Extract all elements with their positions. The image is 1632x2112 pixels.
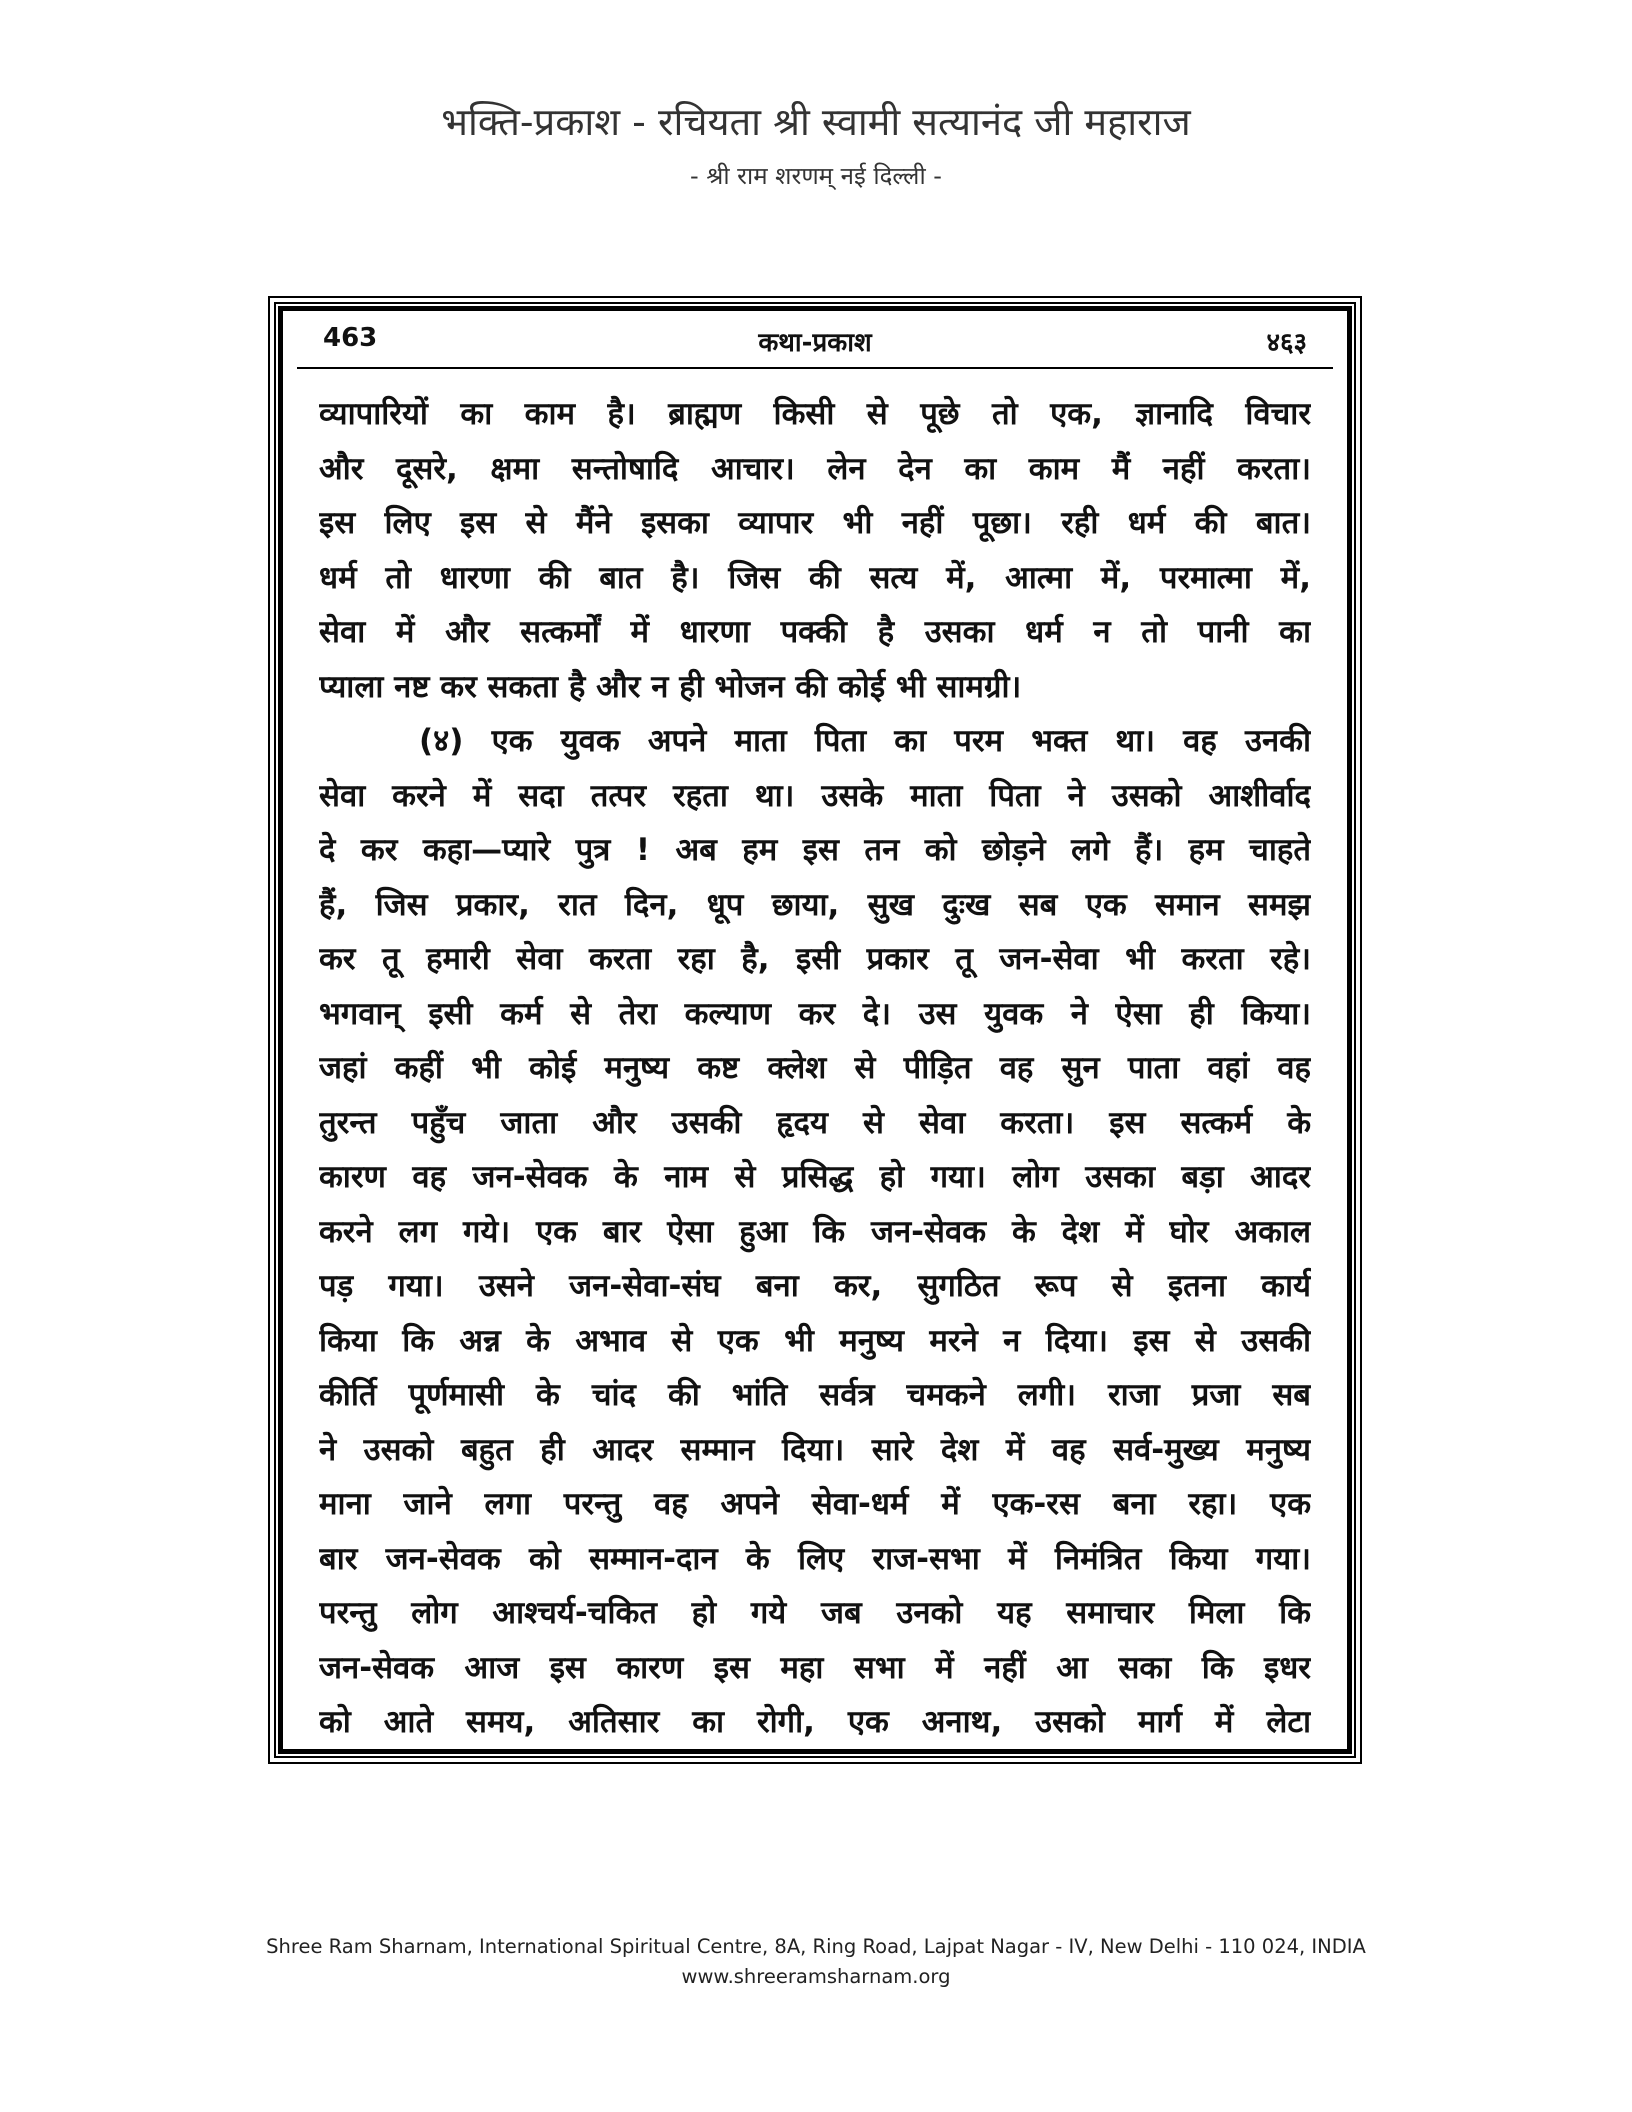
body-text	[319, 387, 1311, 1750]
text-line: परन्तु लोग आश्चर्य-चकित हो गये जब उनको यह समाचार मिला कि	[319, 1595, 1311, 1631]
text-line: सेवा में और सत्कर्मों में धारणा पक्की है उसका धर्म न तो पानी का	[319, 614, 1311, 650]
text-line: व्यापारियों का काम है। ब्राह्मण किसी से पूछे तो एक, ज्ञानादि विचार	[319, 396, 1311, 432]
section-title: कथा-प्रकाश	[758, 328, 872, 358]
text-line: ने उसको बहुत ही आदर सम्मान दिया। सारे देश में वह सर्व-मुख्य मनुष्य	[319, 1431, 1311, 1468]
book-page	[278, 306, 1352, 1754]
text-line: तुरन्त पहुँच जाता और उसकी हृदय से सेवा करता। इस सत्कर्म के	[319, 1104, 1311, 1141]
header-title: भक्ति-प्रकाश - रचियता श्री स्वामी सत्यानंद जी महाराज	[441, 100, 1191, 144]
text-line: किया कि अन्न के अभाव से एक भी मनुष्य मरने न दिया। इस से उसकी	[319, 1322, 1311, 1359]
text-line: बार जन-सेवक को सम्मान-दान के लिए राज-सभा में निमंत्रित किया गया।	[319, 1540, 1311, 1577]
text-line: को आते समय, अतिसार का रोगी, एक अनाथ, उसको मार्ग में लेटा	[319, 1704, 1311, 1740]
page-number-left: 463	[323, 323, 378, 353]
text-line: करने लग गये। एक बार ऐसा हुआ कि जन-सेवक के देश में घोर अकाल	[319, 1213, 1311, 1250]
text-line: पड़ गया। उसने जन-सेवा-संघ बना कर, सुगठित रूप से इतना कार्य	[319, 1268, 1311, 1304]
page-number-right: ४६३	[1266, 328, 1307, 358]
text-line: दे कर कहा—प्यारे पुत्र ! अब हम इस तन को छोड़ने लगे हैं। हम चाहते	[319, 832, 1311, 868]
text-line: सेवा करने में सदा तत्पर रहता था। उसके माता पिता ने उसको आशीर्वाद	[319, 777, 1311, 814]
text-line: कर तू हमारी सेवा करता रहा है, इसी प्रकार तू जन-सेवा भी करता रहे।	[319, 941, 1311, 977]
page-header	[0, 100, 1632, 190]
header-subtitle: - श्री राम शरणम् नई दिल्ली -	[690, 161, 942, 190]
text-line: प्याला नष्ट कर सकता है और न ही भोजन की कोई भी सामग्री।	[319, 668, 1022, 705]
running-head-divider	[297, 367, 1333, 369]
footer-address: Shree Ram Sharnam, International Spiritual Centre, 8A, Ring Road, Lajpat Nagar - IV, New Delhi - 110 024, INDIA	[266, 1935, 1366, 1958]
text-line: हैं, जिस प्रकार, रात दिन, धूप छाया, सुख दुःख सब एक समान समझ	[319, 886, 1311, 923]
text-line: भगवान् इसी कर्म से तेरा कल्याण कर दे। उस युवक ने ऐसा ही किया।	[319, 995, 1311, 1032]
footer-website: www.shreeramsharnam.org	[681, 1965, 951, 1988]
text-line: जहां कहीं भी कोई मनुष्य कष्ट क्लेश से पीड़ित वह सुन पाता वहां वह	[319, 1050, 1311, 1086]
page-footer	[0, 1932, 1632, 1992]
text-line: माना जाने लगा परन्तु वह अपने सेवा-धर्म में एक-रस बना रहा। एक	[319, 1486, 1311, 1522]
running-head	[323, 323, 1307, 359]
text-line: धर्म तो धारणा की बात है। जिस की सत्य में, आत्मा में, परमात्मा में,	[319, 559, 1311, 596]
text-line: और दूसरे, क्षमा सन्तोषादि आचार। लेन देन का काम मैं नहीं करता।	[319, 450, 1311, 487]
text-line: इस लिए इस से मैंने इसका व्यापार भी नहीं पूछा। रही धर्म की बात।	[319, 505, 1311, 541]
text-line: (४) एक युवक अपने माता पिता का परम भक्त था। वह उनकी	[419, 723, 1311, 759]
text-line: कीर्ति पूर्णमासी के चांद की भांति सर्वत्र चमकने लगी। राजा प्रजा सब	[319, 1377, 1311, 1413]
book-page-frame	[268, 296, 1362, 1764]
text-line: जन-सेवक आज इस कारण इस महा सभा में नहीं आ सका कि इधर	[319, 1649, 1311, 1686]
text-line: कारण वह जन-सेवक के नाम से प्रसिद्ध हो गया। लोग उसका बड़ा आदर	[319, 1159, 1311, 1195]
